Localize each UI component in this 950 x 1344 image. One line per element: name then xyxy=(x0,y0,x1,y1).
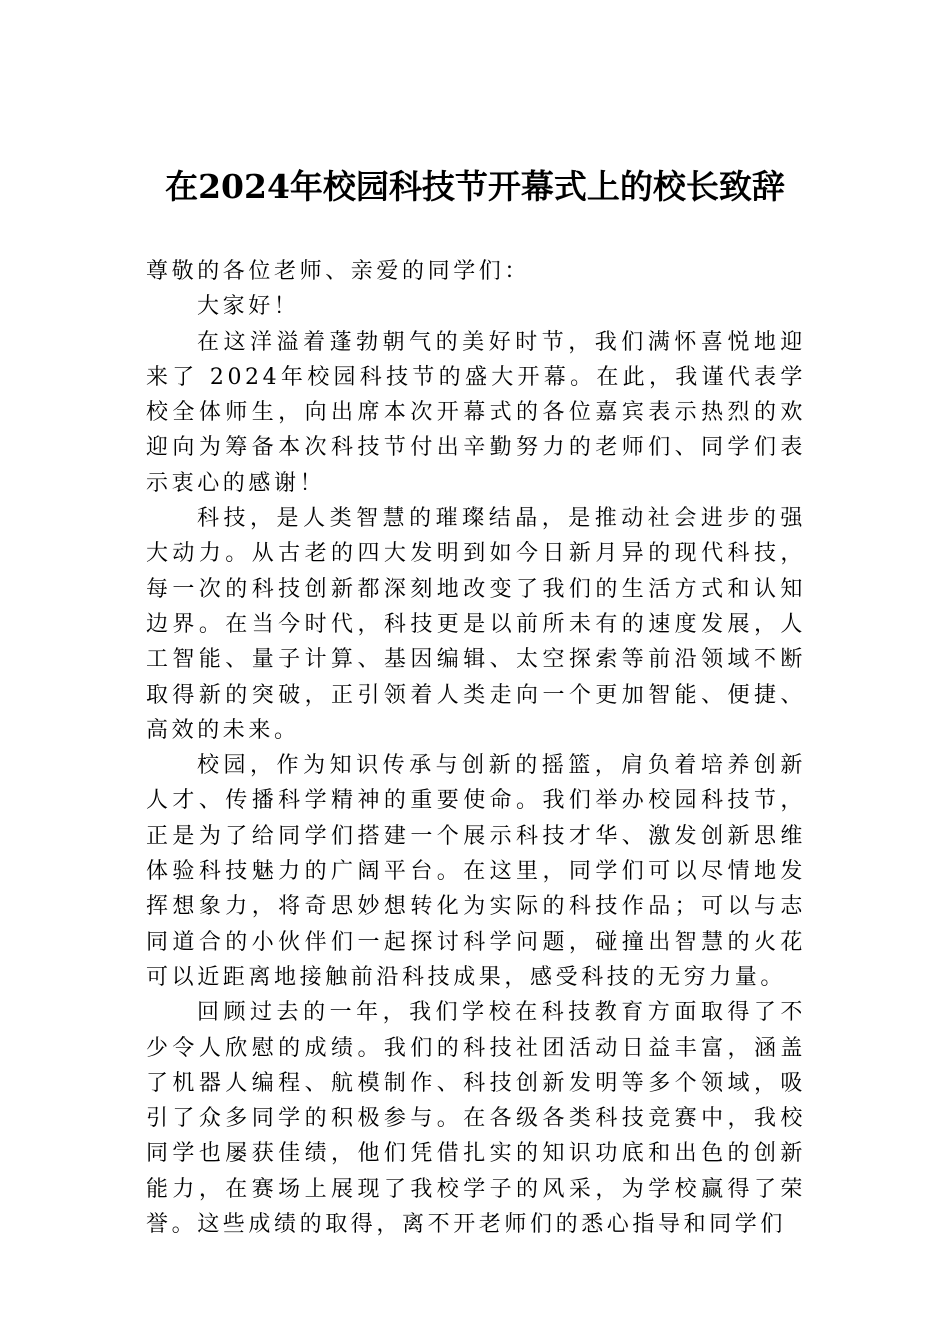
document-body xyxy=(146,254,806,1242)
paragraph: 校园，作为知识传承与创新的摇篮，肩负着培养创新人才、传播科学精神的重要使命。我们举办校园科技节，正是为了给同学们搭建一个展示科技才华、激发创新思维体验科技魅力的广阔平台。在这里，同学们可以尽情地发挥想象力，将奇思妙想转化为实际的科技作品；可以与志同道合的小伙伴们一起探讨科学问题，碰撞出智慧的火花可以近距离地接触前沿科技成果，感受科技的无穷力量。 xyxy=(146,753,806,990)
document-title: 在2024年校园科技节开幕式上的校长致辞 xyxy=(165,167,785,206)
paragraph: 回顾过去的一年，我们学校在科技教育方面取得了不少令人欣慰的成绩。我们的科技社团活动日益丰富，涵盖了机器人编程、航模制作、科技创新发明等多个领域，吸引了众多同学的积极参与。在各级各类科技竞赛中，我校同学也屡获佳绩，他们凭借扎实的知识功底和出色的创新能力，在赛场上展现了我校学子的风采，为学校赢得了荣誉。这些成绩的取得，离不开老师们的悉心指导和同学们 xyxy=(146,1000,806,1238)
salutation: 尊敬的各位老师、亲爱的同学们： xyxy=(146,259,531,284)
paragraph: 科技，是人类智慧的璀璨结晶，是推动社会进步的强大动力。从古老的四大发明到如今日新月异的现代科技，每一次的科技创新都深刻地改变了我们的生活方式和认知边界。在当今时代，科技更是以前所未有的速度发展，人工智能、量子计算、基因编辑、太空探索等前沿领域不断取得新的突破，正引领着人类走向一个更加智能、便捷、高效的未来。 xyxy=(146,506,806,743)
paragraph: 在这洋溢着蓬勃朝气的美好时节，我们满怀喜悦地迎来了 2024年校园科技节的盛大开幕。在此，我谨代表学校全体师生，向出席本次开幕式的各位嘉宾表示热烈的欢迎向为筹备本次科技节付出辛勤努力的老师们、同学们表示衷心的感谢！ xyxy=(146,329,806,496)
greeting: 大家好！ xyxy=(197,294,300,320)
